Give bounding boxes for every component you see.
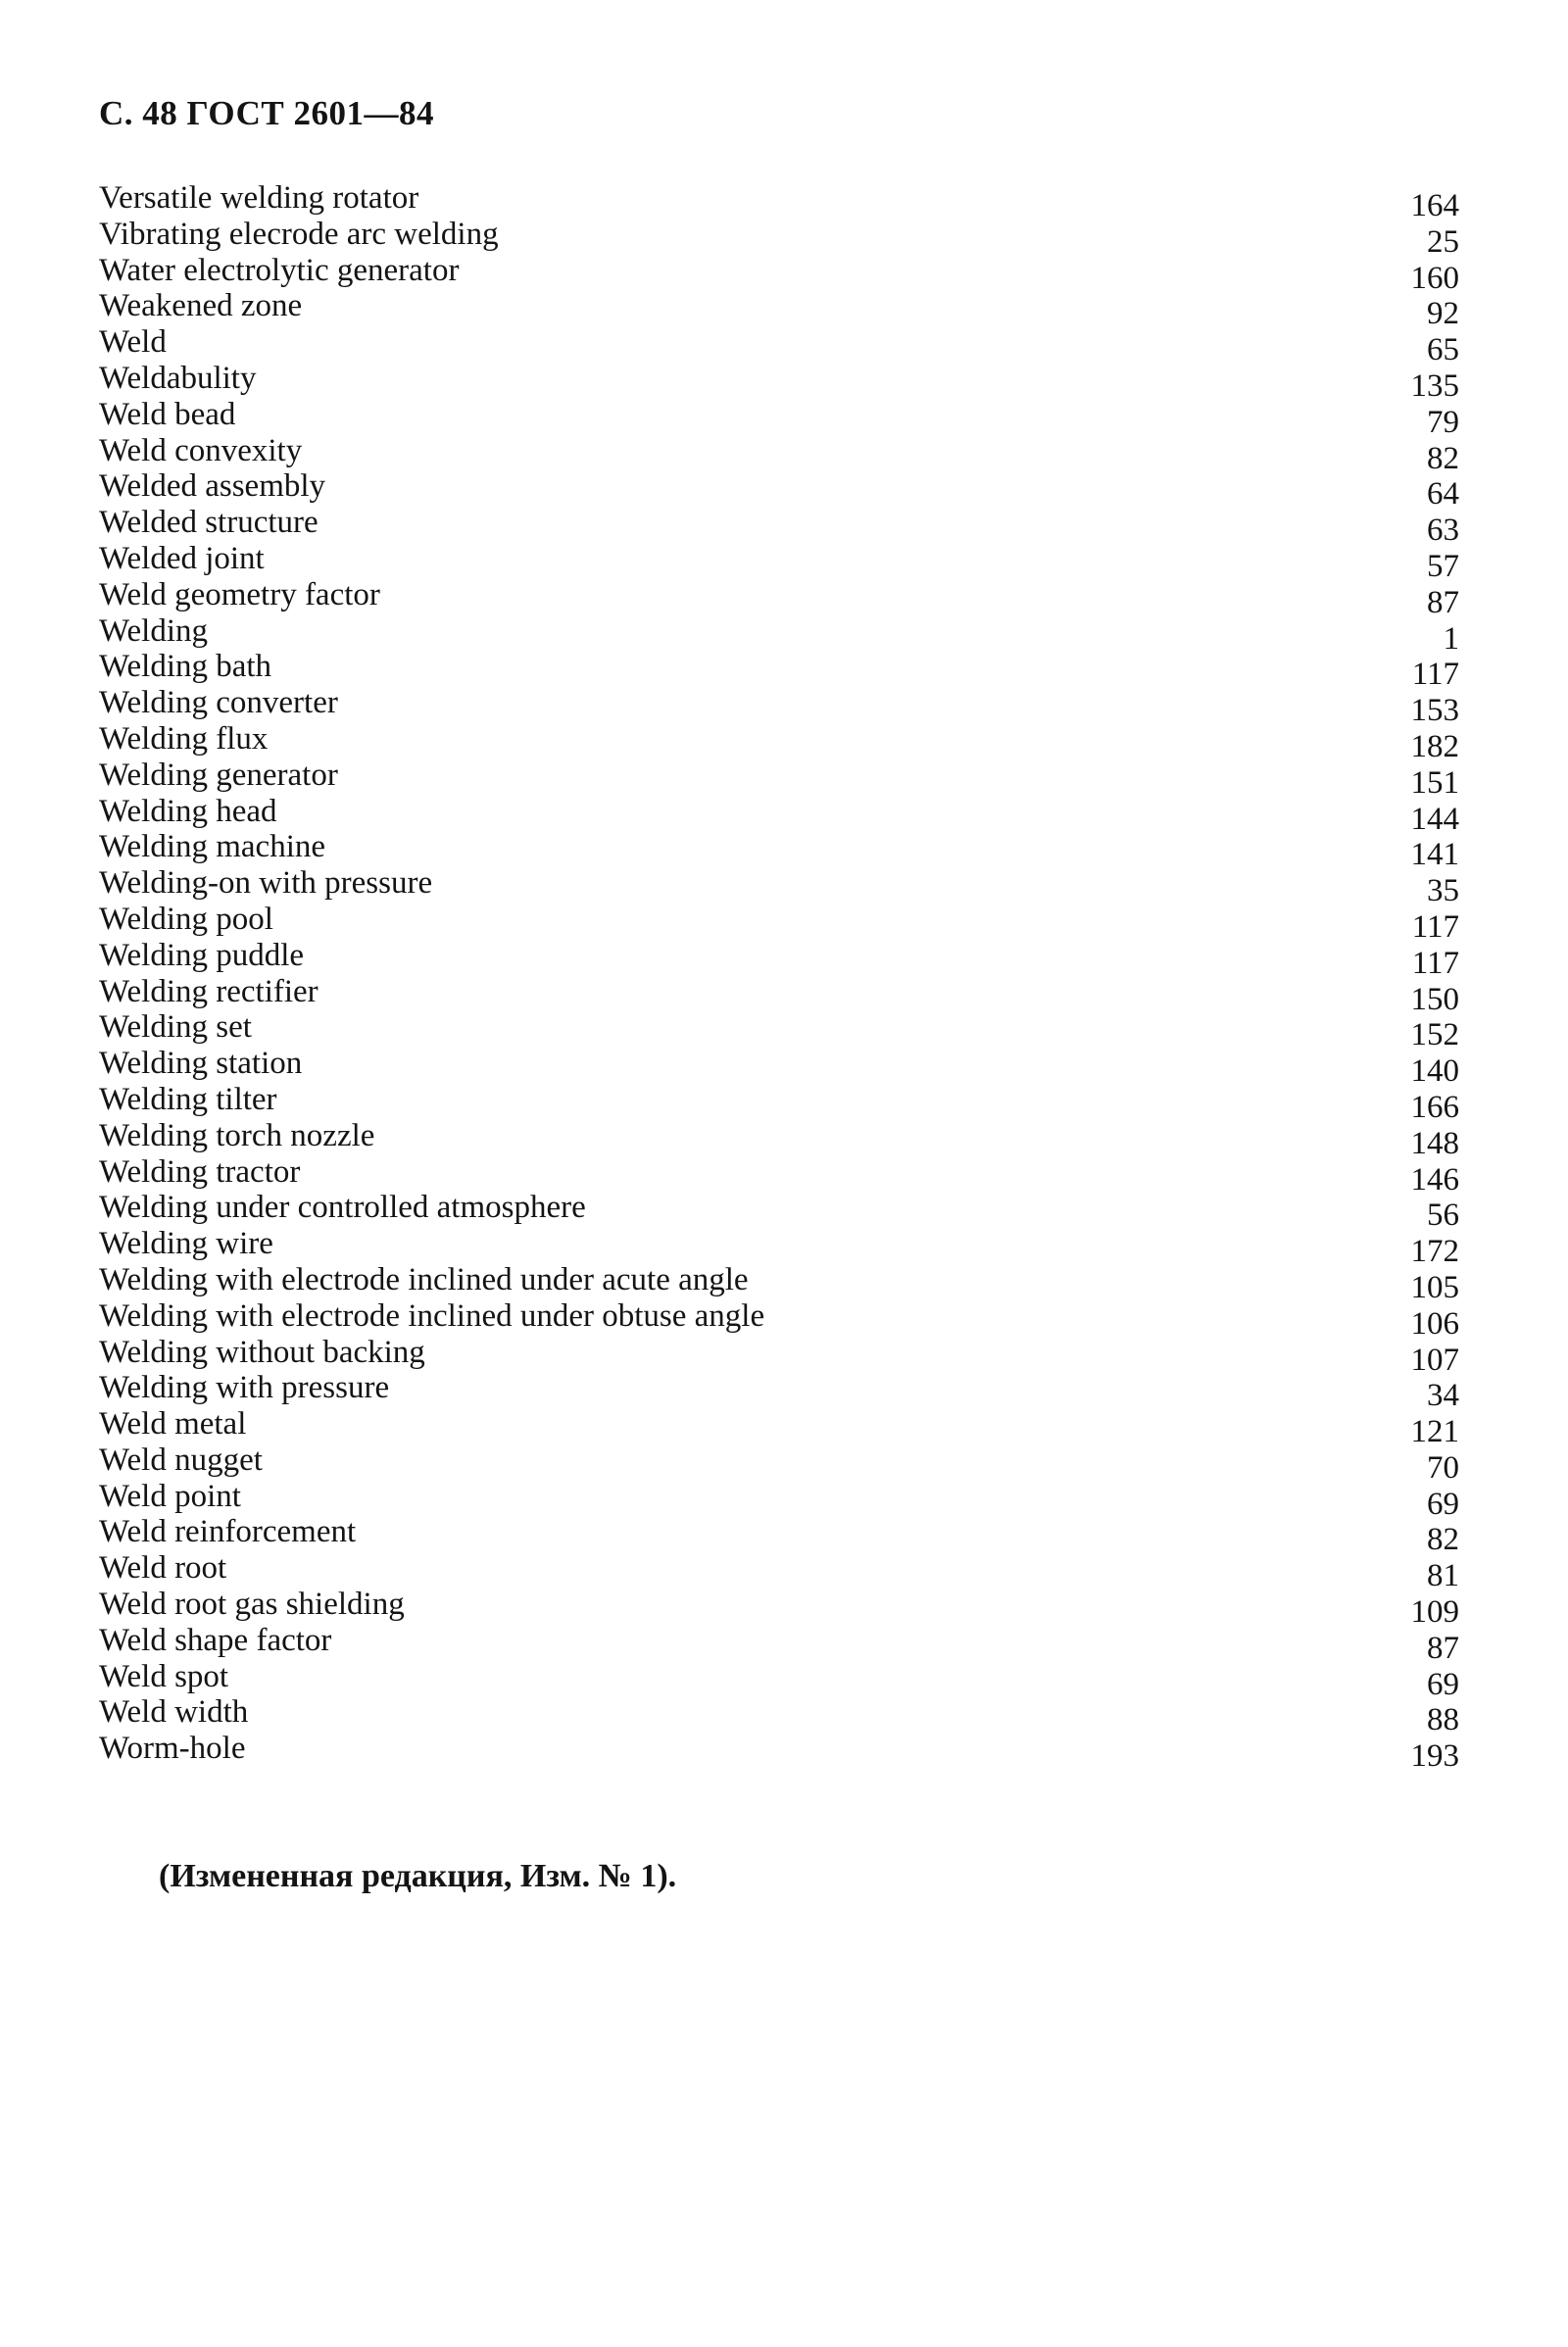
index-entry <box>99 180 1459 223</box>
index-entry <box>99 1622 1459 1666</box>
index-entry <box>99 1153 1459 1198</box>
index-term: Weld nugget <box>99 1442 263 1478</box>
index-entry <box>99 1226 1459 1270</box>
index-term-number: 182 <box>1410 728 1459 764</box>
index-term-number: 70 <box>1427 1449 1459 1486</box>
index-entry <box>99 1442 1459 1486</box>
index-term: Weld point <box>99 1478 241 1514</box>
index-term: Welding without backing <box>99 1334 425 1370</box>
index-entry <box>99 1550 1459 1594</box>
index-entry <box>99 937 1459 981</box>
index-term-number: 82 <box>1427 1522 1459 1558</box>
index-term-number: 144 <box>1410 801 1459 837</box>
index-term: Water electrolytic generator <box>99 252 460 288</box>
index-term-number: 135 <box>1410 367 1459 404</box>
index-term-number: 140 <box>1410 1053 1459 1090</box>
index-term: Welding bath <box>99 649 272 685</box>
index-entry <box>99 1370 1459 1414</box>
index-entry <box>99 612 1459 657</box>
index-term-number: 35 <box>1427 873 1459 909</box>
index-term: Worm-hole <box>99 1731 246 1767</box>
index-term-number: 160 <box>1410 260 1459 296</box>
index-entry <box>99 720 1459 764</box>
index-term: Welding <box>99 612 208 649</box>
index-entry <box>99 576 1459 620</box>
index-term-number: 87 <box>1427 1630 1459 1666</box>
index-entry <box>99 973 1459 1017</box>
index-term: Welded joint <box>99 540 265 576</box>
index-term-number: 82 <box>1427 440 1459 476</box>
index-term: Welding machine <box>99 829 326 865</box>
index-term: Welded structure <box>99 505 318 541</box>
index-term: Weld width <box>99 1694 249 1731</box>
index-entry <box>99 288 1459 332</box>
index-term: Welding under controlled atmosphere <box>99 1190 586 1226</box>
index-term-number: 153 <box>1410 693 1459 729</box>
index-term: Vibrating elecrode arc welding <box>99 216 499 252</box>
index-term-number: 69 <box>1427 1486 1459 1522</box>
index-entry <box>99 468 1459 513</box>
index-term: Weld root <box>99 1550 227 1587</box>
index-entry <box>99 1081 1459 1125</box>
index-term: Weld bead <box>99 396 236 432</box>
index-term-number: 57 <box>1427 548 1459 584</box>
index-term-number: 109 <box>1410 1594 1459 1631</box>
index-term: Welding rectifier <box>99 973 318 1009</box>
index-term-number: 166 <box>1410 1089 1459 1125</box>
index-entry <box>99 432 1459 476</box>
index-entry <box>99 1334 1459 1378</box>
index-entry <box>99 1297 1459 1342</box>
index-entry <box>99 396 1459 440</box>
index-term-number: 69 <box>1427 1666 1459 1702</box>
index-term: Weld convexity <box>99 432 303 468</box>
index-term: Welded assembly <box>99 468 326 505</box>
index-term: Weld geometry factor <box>99 576 380 612</box>
index-term: Weld <box>99 324 167 361</box>
index-term-number: 79 <box>1427 404 1459 440</box>
index-entry <box>99 685 1459 729</box>
index-term: Weld reinforcement <box>99 1514 357 1550</box>
index-term-number: 88 <box>1427 1702 1459 1738</box>
index-term: Weakened zone <box>99 288 303 324</box>
index-entry <box>99 1190 1459 1234</box>
index-term-number: 193 <box>1410 1738 1459 1775</box>
index-term-number: 1 <box>1443 620 1459 657</box>
index-entry <box>99 324 1459 368</box>
page-header: С. 48 ГОСТ 2601—84 <box>99 94 434 132</box>
index-term: Welding with electrode inclined under obtuse angle <box>99 1297 765 1334</box>
index-term-number: 65 <box>1427 332 1459 368</box>
index-term-number: 56 <box>1427 1198 1459 1234</box>
index-term: Welding converter <box>99 685 338 721</box>
index-term: Versatile welding rotator <box>99 180 419 216</box>
index-entry <box>99 1046 1459 1090</box>
index-term-number: 146 <box>1410 1161 1459 1198</box>
index-entry <box>99 1117 1459 1161</box>
index-term-number: 121 <box>1410 1414 1459 1450</box>
index-entry <box>99 216 1459 260</box>
index-entry <box>99 757 1459 801</box>
index-term-number: 117 <box>1411 908 1459 945</box>
index-entry <box>99 865 1459 909</box>
index-entry <box>99 1694 1459 1738</box>
index-term: Weld metal <box>99 1406 247 1442</box>
index-term: Welding set <box>99 1009 252 1046</box>
index-term: Welding flux <box>99 720 269 757</box>
index-term: Welding with pressure <box>99 1370 390 1406</box>
index-term: Welding with electrode inclined under acute angle <box>99 1261 749 1297</box>
index-term-number: 25 <box>1427 223 1459 260</box>
index-entry <box>99 1658 1459 1702</box>
index-term-number: 63 <box>1427 513 1459 549</box>
index-entry <box>99 829 1459 873</box>
index-entry <box>99 1261 1459 1305</box>
index-term-number: 152 <box>1410 1017 1459 1053</box>
index-list <box>99 180 1459 1775</box>
index-term: Welding tractor <box>99 1153 301 1190</box>
index-entry <box>99 360 1459 404</box>
index-term-number: 34 <box>1427 1378 1459 1414</box>
index-entry <box>99 1731 1459 1775</box>
index-term: Welding tilter <box>99 1081 277 1117</box>
index-term-number: 117 <box>1411 657 1459 693</box>
index-term: Welding station <box>99 1046 303 1082</box>
index-term: Welding head <box>99 793 277 829</box>
index-term-number: 141 <box>1410 837 1459 873</box>
index-entry <box>99 505 1459 549</box>
index-entry <box>99 252 1459 296</box>
index-term: Welding pool <box>99 901 273 937</box>
index-term: Weld root gas shielding <box>99 1587 405 1623</box>
amendment-note: (Измененная редакция, Изм. № 1). <box>159 1858 677 1894</box>
index-term: Welding puddle <box>99 937 305 973</box>
index-term: Welding wire <box>99 1226 273 1262</box>
index-term-number: 64 <box>1427 476 1459 513</box>
index-term-number: 87 <box>1427 584 1459 620</box>
index-term-number: 92 <box>1427 296 1459 332</box>
index-entry <box>99 1478 1459 1522</box>
index-entry <box>99 1009 1459 1053</box>
index-entry <box>99 1406 1459 1450</box>
index-term-number: 150 <box>1410 981 1459 1017</box>
index-term: Weld spot <box>99 1658 229 1694</box>
index-term: Weld shape factor <box>99 1622 332 1658</box>
index-term-number: 164 <box>1410 188 1459 223</box>
index-entry <box>99 649 1459 693</box>
index-term: Welding-on with pressure <box>99 865 433 902</box>
index-term-number: 107 <box>1410 1342 1459 1378</box>
index-entry <box>99 1514 1459 1558</box>
index-term-number: 172 <box>1410 1234 1459 1270</box>
index-term-number: 117 <box>1411 945 1459 981</box>
index-term-number: 148 <box>1410 1125 1459 1161</box>
index-term: Welding torch nozzle <box>99 1117 375 1153</box>
index-term: Welding generator <box>99 757 338 793</box>
index-term-number: 106 <box>1410 1305 1459 1342</box>
index-entry <box>99 1587 1459 1631</box>
index-entry <box>99 793 1459 837</box>
index-term-number: 151 <box>1410 764 1459 801</box>
index-term-number: 105 <box>1410 1269 1459 1305</box>
index-term-number: 81 <box>1427 1558 1459 1594</box>
index-term: Weldabulity <box>99 360 257 396</box>
index-entry <box>99 901 1459 945</box>
index-entry <box>99 540 1459 584</box>
